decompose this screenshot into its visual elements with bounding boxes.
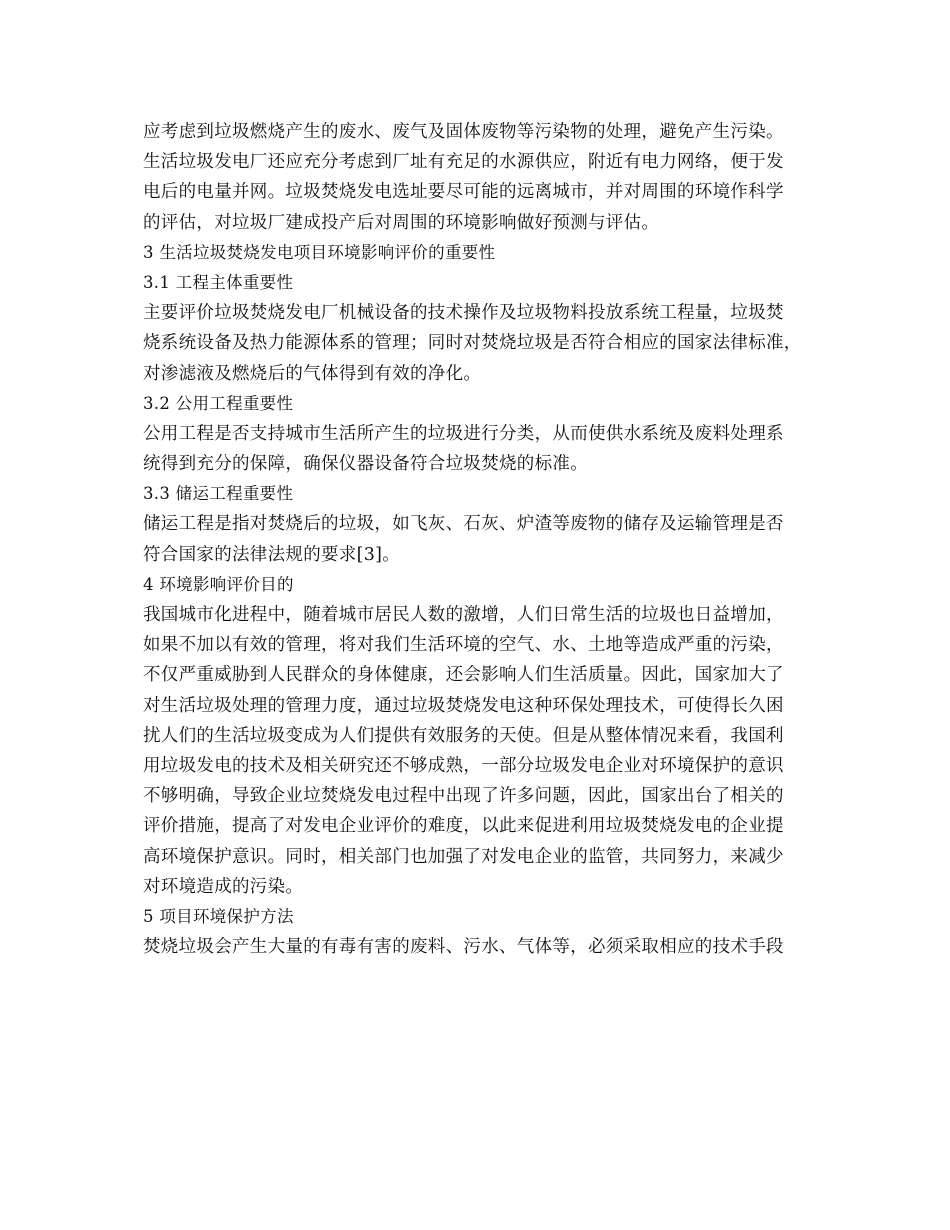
document-page — [143, 117, 823, 962]
text-line: 用垃圾发电的技术及相关研究还不够成熟，一部分垃圾发电企业对环境保护的意识 — [143, 755, 784, 776]
text-line: 如果不加以有效的管理，将对我们生活环境的空气、水、土地等造成严重的污染， — [143, 635, 784, 656]
text-line: 储运工程是指对焚烧后的垃圾，如飞灰、石灰、炉渣等废物的储存及运输管理是否 — [143, 514, 784, 535]
text-line: 不够明确，导致企业垃焚烧发电过程中出现了许多问题，因此，国家出台了相关的 — [143, 786, 784, 807]
text-line: 符合国家的法律法规的要求[3]。 — [143, 544, 401, 565]
text-line: 对环境造成的污染。 — [143, 876, 304, 897]
text-line: 高环境保护意识。同时，相关部门也加强了对发电企业的监管，共同努力，来减少 — [143, 846, 784, 867]
text-line: 公用工程是否支持城市生活所产生的垃圾进行分类，从而使供水系统及废料处理系 — [143, 423, 784, 444]
section-heading: 5 项目环境保护方法 — [143, 906, 294, 926]
text-line: 主要评价垃圾焚烧发电厂机械设备的技术操作及垃圾物料投放系统工程量，垃圾焚 — [143, 303, 784, 324]
subsection-heading: 3.1 工程主体重要性 — [143, 272, 294, 292]
text-line: 对生活垃圾处理的管理力度，通过垃圾焚烧发电这种环保处理技术，可使得长久困 — [143, 695, 784, 716]
text-line: 生活垃圾发电厂还应充分考虑到厂址有充足的水源供应，附近有电力网络，便于发 — [143, 152, 784, 173]
text-line: 的评估，对垃圾厂建成投产后对周围的环境影响做好预测与评估。 — [143, 212, 660, 233]
text-line: 电后的电量并网。垃圾焚烧发电选址要尽可能的远离城市，并对周围的环境作科学 — [143, 182, 784, 203]
section-heading: 4 环境影响评价目的 — [143, 574, 294, 594]
subsection-heading: 3.2 公用工程重要性 — [143, 393, 294, 413]
text-line: 烧系统设备及热力能源体系的管理；同时对焚烧垃圾是否符合相应的国家法律标准， — [143, 333, 802, 354]
text-line: 我国城市化进程中，随着城市居民人数的激增，人们日常生活的垃圾也日益增加， — [143, 605, 784, 625]
text-line: 评价措施，提高了对发电企业评价的难度，以此来促进利用垃圾焚烧发电的企业提 — [143, 816, 784, 837]
text-line: 统得到充分的保障，确保仪器设备符合垃圾焚烧的标准。 — [143, 454, 588, 475]
text-line: 焚烧垃圾会产生大量的有毒有害的废料、污水、气体等，必须采取相应的技术手段 — [143, 937, 784, 958]
subsection-heading: 3.3 储运工程重要性 — [143, 484, 294, 504]
section-heading: 3 生活垃圾焚烧发电项目环境影响评价的重要性 — [143, 242, 496, 262]
text-line: 应考虑到垃圾燃烧产生的废水、废气及固体废物等污染物的处理，避免产生污染。 — [143, 122, 784, 142]
text-line: 对渗滤液及燃烧后的气体得到有效的净化。 — [143, 363, 482, 384]
text-line: 扰人们的生活垃圾变成为人们提供有效服务的天使。但是从整体情况来看，我国利 — [143, 725, 784, 746]
text-line: 不仅严重威胁到人民群众的身体健康，还会影响人们生活质量。因此，国家加大了 — [143, 665, 784, 686]
